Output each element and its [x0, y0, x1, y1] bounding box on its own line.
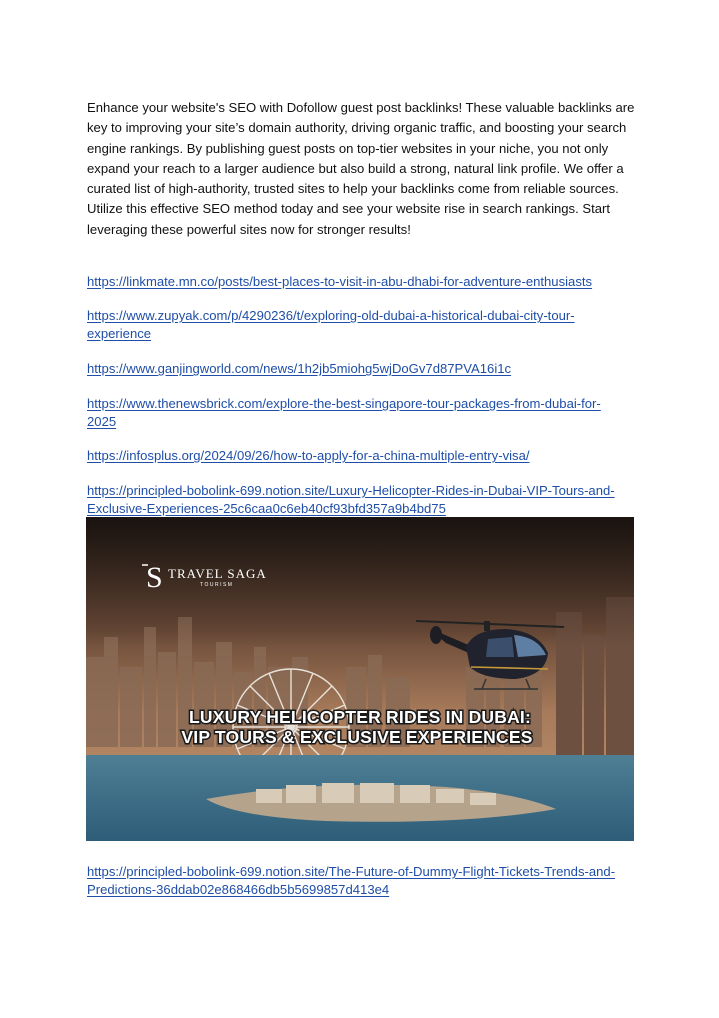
backlink-abu-dhabi[interactable]: https://linkmate.mn.co/posts/best-places-to-visit-in-abu-dhabi-for-adventure-enthusiasts — [87, 274, 593, 289]
banner-illustration — [86, 517, 634, 841]
intro-paragraph: Enhance your website's SEO with Dofollow guest post backlinks! These valuable backlinks are key to improving your site’s domain authority, driving organic traffic, and boosting your search engine rankings. By publishing guest posts on top-tier websites in your niche, you not only expand your reach to a larger audience but also build a strong, natural link profile. We offer a curated list of high-authority, trusted sites to help your backlinks come from reliable sources. Utilize this effective SEO method today and see your website rise in search rankings. Start leveraging these powerful sites now for stronger results! — [87, 100, 635, 237]
backlink-ganjingworld[interactable]: https://www.ganjingworld.com/news/1h2jb5miohg5wjDoGv7d87PVA16i1c — [87, 361, 512, 376]
helicopter-banner-image — [86, 517, 634, 841]
logo-subtext: TOURISM — [200, 582, 234, 588]
svg-text:S: S — [146, 561, 163, 594]
backlink-dummy-flight-tickets[interactable]: https://principled-bobolink-699.notion.site/The-Future-of-Dummy-Flight-Tickets-Trends-and- Predictions-36ddab02e868466db5b5699857d413e4 — [87, 864, 616, 897]
banner-headline-line2: VIP TOURS & EXCLUSIVE EXPERIENCES — [181, 727, 533, 747]
backlink-singapore-tour[interactable]: https://www.thenewsbrick.com/explore-the-best-singapore-tour-packages-from-dubai-for- 2025 — [87, 396, 601, 429]
backlink-helicopter-rides[interactable]: https://principled-bobolink-699.notion.site/Luxury-Helicopter-Rides-in-Dubai-VIP-Tours-and- Exclusive-Experiences-25c6caa0c6eb40cf93bfd357a9b4bd75 — [87, 483, 615, 516]
banner-headline-line1: LUXURY HELICOPTER RIDES IN DUBAI: — [188, 707, 532, 727]
backlink-china-visa[interactable]: https://infosplus.org/2024/09/26/how-to-apply-for-a-china-multiple-entry-visa/ — [87, 448, 530, 463]
backlink-old-dubai[interactable]: https://www.zupyak.com/p/4290236/t/exploring-old-dubai-a-historical-dubai-city-tour- experience — [87, 308, 575, 341]
logo-text: TRAVEL SAGA — [168, 566, 267, 581]
